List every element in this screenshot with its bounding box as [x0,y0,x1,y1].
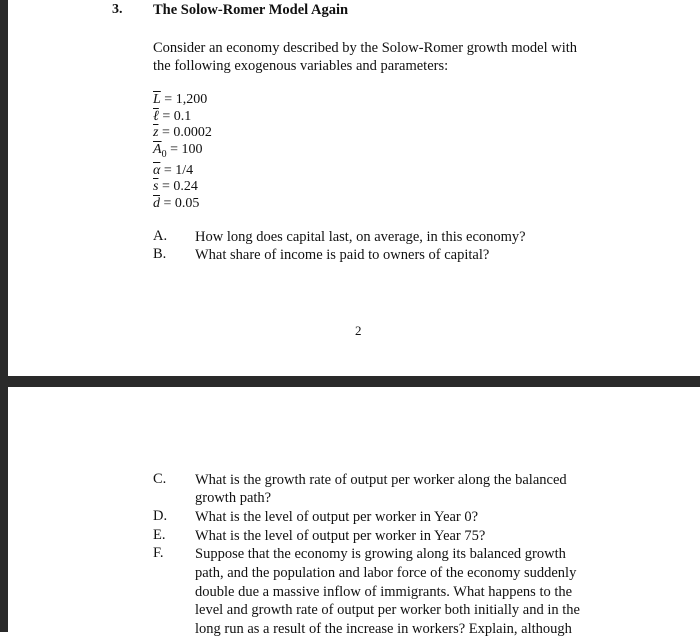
part-letter-d: D. [153,508,168,524]
part-letter-b: B. [153,246,167,262]
question-number: 3. [112,2,123,17]
part-letter-f: F. [153,545,164,561]
param-A0: $\overline{A}_0 = 100$ [153,141,203,160]
part-text-e: What is the level of output per worker in Year 75? [195,528,486,544]
question-title: The Solow-Romer Model Again [153,2,349,18]
param-alpha: $\overline{\alpha} = 1/4$ [153,162,194,178]
page-left-edge [0,0,8,632]
intro-line-1: Consider an economy described by the Solow-Romer growth model with [153,40,578,56]
part-text-f-5: long run as a result of the increase in workers? Explain, although [195,621,572,637]
page-number: 2 [355,323,362,338]
part-text-c-1: What is the growth rate of output per worker along the balanced [195,472,567,488]
part-text-d: What is the level of output per worker in Year 0? [195,509,479,525]
part-text-a: How long does capital last, on average, in this economy? [195,229,526,245]
part-text-f-3: double due a massive inflow of immigrants. What happens to the [195,584,573,600]
part-text-f-2: path, and the population and labor force of the economy suddenly [195,565,577,581]
document-page-2 [8,387,700,637]
part-letter-e: E. [153,527,166,543]
part-text-c-2: growth path? [195,490,272,506]
part-text-f-1: Suppose that the economy is growing along its balanced growth [195,546,566,562]
part-letter-c: C. [153,471,167,487]
document-page-1 [8,0,700,376]
intro-line-2: the following exogenous variables and parameters: [153,58,449,74]
part-letter-a: A. [153,228,168,244]
part-text-f-4: level and growth rate of output per worker both initially and in the [195,602,580,618]
param-d: $\overline{d} = 0.05$ [153,195,200,211]
param-z: $\overline{z} = 0.0002$ [153,125,212,140]
param-s: $\overline{s} = 0.24$ [153,179,198,195]
part-text-b: What share of income is paid to owners of capital? [195,247,490,263]
param-L: $\overline{L} = 1,200$ [153,92,208,107]
parameter-list [153,92,212,212]
param-ell: ℓ = 0.1 [153,108,192,124]
page-divider [0,376,700,387]
